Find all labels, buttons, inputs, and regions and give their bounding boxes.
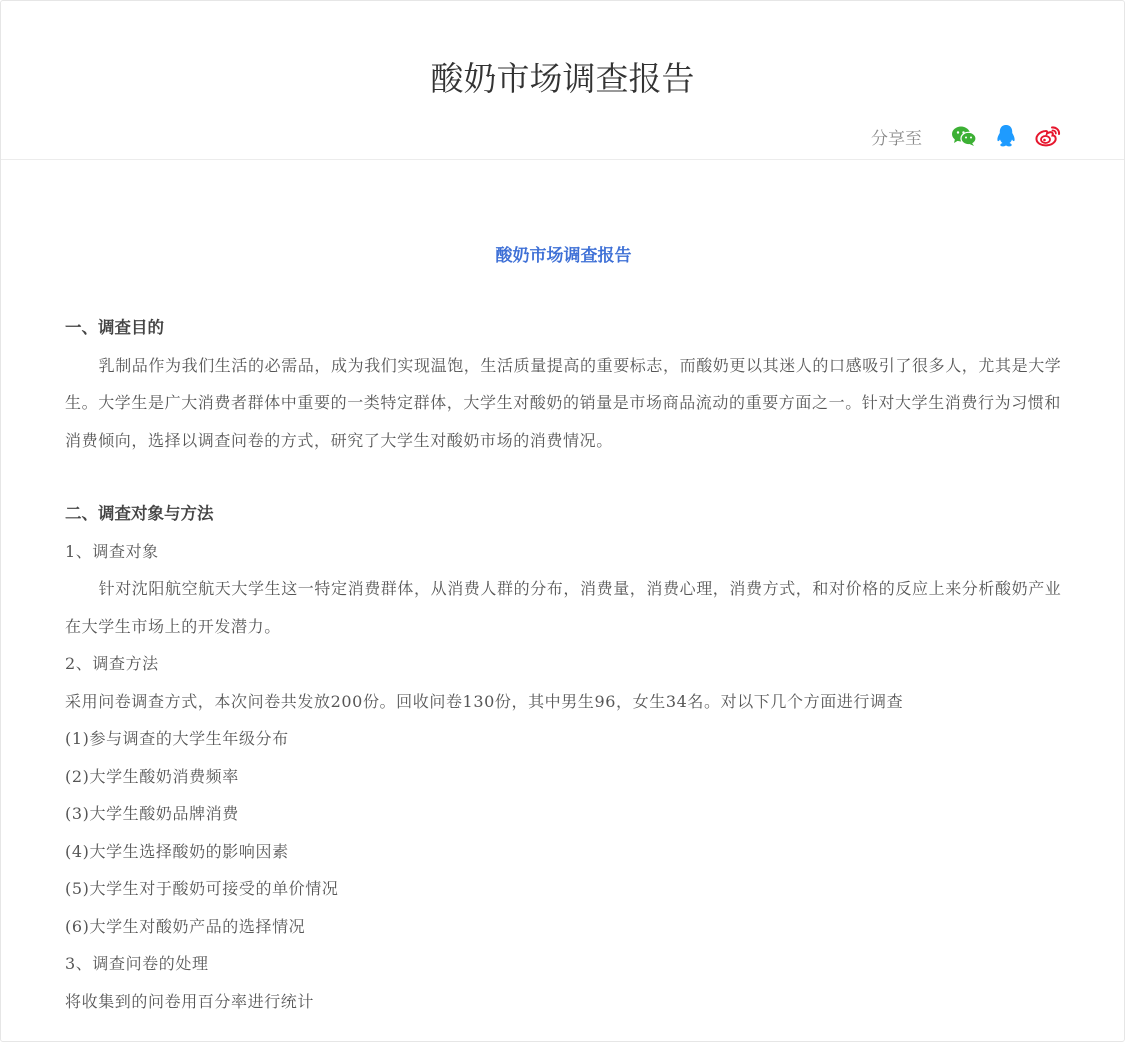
article-body [65, 161, 1062, 1020]
section-heading: 二、调查对象与方法 [65, 504, 214, 523]
subsection-heading: 1、调查对象 [65, 541, 159, 561]
list-item: (4)大学生选择酸奶的影响因素 [65, 841, 289, 861]
qq-icon[interactable] [992, 122, 1020, 150]
paragraph: 乳制品作为我们生活的必需品，成为我们实现温饱，生活质量提高的重要标志，而酸奶更以其迷人的口感吸引了很多人，尤其是大学生。大学生是广大消费者群体中重要的一类特定群体，大学生对酸奶的销量是市场商品流动的重要方面之一。针对大学生消费行为习惯和消费倾向，选择以调查问卷的方式，研究了大学生对酸奶市场的消费情况。 [65, 355, 1062, 450]
share-label: 分享至 [871, 128, 922, 149]
share-bar [871, 121, 1062, 151]
paragraph: 将收集到的问卷用百分率进行统计 [65, 991, 315, 1011]
page-title: 酸奶市场调查报告 [430, 59, 695, 98]
paragraph: 针对沈阳航空航天大学生这一特定消费群体，从消费人群的分布，消费量，消费心理，消费方式，和对价格的反应上来分析酸奶产业在大学生市场上的开发潜力。 [65, 579, 1062, 636]
article-header [1, 1, 1124, 160]
list-item: (2)大学生酸奶消费频率 [65, 766, 239, 786]
article-title: 酸奶市场调查报告 [495, 246, 632, 266]
paragraph: 采用问卷调查方式，本次问卷共发放200份。回收问卷130份，其中男生96，女生34名。对以下几个方面进行调查 [65, 691, 904, 711]
weibo-icon[interactable] [1034, 122, 1062, 150]
wechat-icon[interactable] [950, 122, 978, 150]
list-item: (3)大学生酸奶品牌消费 [65, 804, 239, 823]
list-item: (6)大学生对酸奶产品的选择情况 [65, 916, 306, 936]
subsection-heading: 2、调查方法 [65, 654, 159, 673]
list-item: (1)参与调查的大学生年级分布 [65, 729, 289, 748]
section-heading: 一、调查目的 [65, 318, 164, 337]
subsection-heading: 3、调查问卷的处理 [65, 954, 209, 973]
list-item: (5)大学生对于酸奶可接受的单价情况 [65, 879, 339, 898]
